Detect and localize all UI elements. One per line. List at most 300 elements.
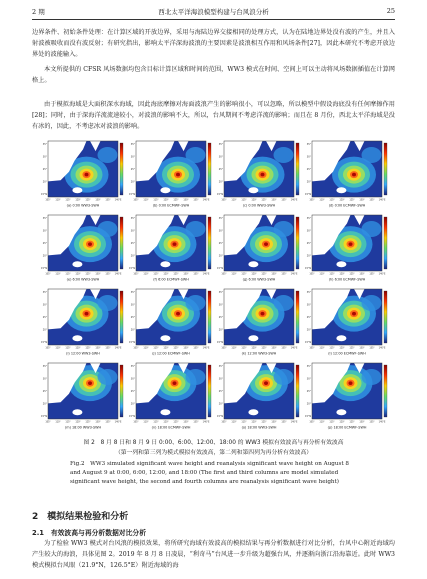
lat-tick-label: 25° [306, 242, 311, 245]
lon-tick-label: 125° [261, 346, 267, 350]
lon-tick-label: 130° [95, 346, 101, 350]
lat-tick-label: 30° [218, 377, 223, 381]
lon-tick-label: 120° [251, 198, 257, 202]
lat-tick-label: 25° [218, 168, 223, 171]
wave-map-panel [41, 363, 123, 430]
lon-tick-label: 115° [153, 346, 159, 350]
panel-label: (o) 18:00 WW3-SWH [241, 425, 277, 430]
land-mask [160, 409, 170, 415]
lat-tick-label: 15°N [304, 193, 311, 196]
wave-map-panel [217, 141, 299, 208]
land-mask [336, 335, 346, 341]
wave-height-contour [176, 312, 180, 316]
wave-height-contour [173, 381, 177, 385]
lon-tick-label: 120° [75, 198, 81, 202]
wave-height-contour [362, 221, 382, 237]
lon-tick-label: 135° [369, 420, 375, 424]
lat-tick-label: 30° [130, 377, 135, 381]
lon-tick-label: 140°E [114, 420, 122, 424]
lat-tick-label: 35° [218, 143, 223, 146]
lat-tick-label: 15°N [128, 193, 135, 196]
land-mask [248, 409, 258, 415]
lon-tick-label: 125° [349, 346, 355, 350]
lat-tick-label: 30° [306, 377, 311, 381]
panel-label: (f) 6:00 ECMWF-SWH [153, 277, 189, 282]
panel-label: (d) 0:00 ECMWF-SWH [328, 203, 366, 208]
wave-height-contour [186, 295, 206, 311]
lon-tick-label: 110° [143, 272, 149, 276]
lon-tick-label: 130° [95, 198, 101, 202]
lon-tick-label: 135° [105, 198, 111, 202]
lat-tick-label: 15°N [128, 341, 135, 344]
lat-tick-label: 25° [42, 168, 47, 171]
wave-height-contour [176, 173, 180, 177]
lon-tick-label: 125° [173, 420, 179, 424]
wave-height-contour [98, 295, 118, 311]
wave-height-contour [349, 381, 353, 385]
colorbar [120, 217, 123, 269]
lon-tick-label: 115° [153, 198, 159, 202]
lat-tick-label: 20° [306, 254, 311, 258]
lat-tick-label: 25° [306, 316, 311, 319]
wave-height-contour [186, 147, 206, 163]
colorbar [296, 365, 299, 417]
lat-tick-label: 15°N [304, 415, 311, 418]
wave-height-contour [352, 312, 356, 316]
lon-tick-label: 110° [231, 420, 237, 424]
lon-tick-label: 130° [271, 198, 277, 202]
wave-height-contour [362, 369, 382, 385]
lon-tick-label: 110° [319, 272, 325, 276]
lon-tick-label: 105° [45, 198, 51, 202]
land-mask [336, 261, 346, 267]
lat-tick-label: 20° [130, 402, 135, 406]
lon-tick-label: 140°E [290, 198, 298, 202]
panel-label: (g) 6:00 WW3-SWH [242, 277, 276, 282]
lon-tick-label: 135° [369, 346, 375, 350]
lon-tick-label: 130° [359, 420, 365, 424]
lon-tick-label: 120° [251, 272, 257, 276]
lat-tick-label: 15°N [216, 341, 223, 344]
colorbar [120, 291, 123, 343]
lon-tick-label: 125° [173, 198, 179, 202]
lat-tick-label: 35° [306, 291, 311, 294]
lon-tick-label: 105° [133, 420, 139, 424]
lon-tick-label: 115° [329, 272, 335, 276]
lat-tick-label: 30° [130, 303, 135, 307]
wave-height-contour [274, 147, 294, 163]
lon-tick-label: 110° [319, 198, 325, 202]
lat-tick-label: 25° [42, 242, 47, 245]
lon-tick-label: 125° [85, 420, 91, 424]
lon-tick-label: 110° [143, 420, 149, 424]
lat-tick-label: 20° [306, 402, 311, 406]
wave-height-contour [352, 173, 356, 177]
lat-tick-label: 35° [42, 291, 47, 294]
wave-height-contour [186, 369, 206, 385]
lat-tick-label: 35° [218, 291, 223, 294]
lon-tick-label: 125° [85, 346, 91, 350]
wave-height-contour [362, 147, 382, 163]
colorbar [208, 365, 211, 417]
lat-tick-label: 15°N [128, 267, 135, 270]
running-header [32, 7, 395, 19]
lon-tick-label: 125° [349, 420, 355, 424]
wave-height-contour [85, 173, 89, 177]
lat-tick-label: 35° [218, 217, 223, 220]
wave-map-panel [129, 289, 211, 356]
lon-tick-label: 120° [75, 420, 81, 424]
wave-height-contour [264, 242, 268, 246]
lat-tick-label: 25° [130, 316, 135, 319]
wave-map-panel [305, 289, 387, 356]
lon-tick-label: 130° [95, 420, 101, 424]
lat-tick-label: 30° [42, 377, 47, 381]
wave-map-panel [41, 141, 123, 208]
lon-tick-label: 105° [45, 346, 51, 350]
wave-map-panel [305, 363, 387, 430]
figure-caption-zh-note: （第一列和第三列为模式模拟有效波高，第二列和第四列为再分析有效波高） [114, 450, 313, 456]
wave-map-panel [41, 289, 123, 356]
header-rule [32, 19, 395, 20]
lat-tick-label: 20° [306, 328, 311, 332]
wave-height-contour [261, 173, 265, 177]
lat-tick-label: 20° [42, 402, 47, 406]
colorbar [296, 143, 299, 195]
lon-tick-label: 135° [193, 198, 199, 202]
lat-tick-label: 15°N [216, 193, 223, 196]
lon-tick-label: 125° [349, 272, 355, 276]
lon-tick-label: 105° [133, 272, 139, 276]
lon-tick-label: 120° [163, 198, 169, 202]
lon-tick-label: 105° [221, 198, 227, 202]
lon-tick-label: 130° [271, 272, 277, 276]
lon-tick-label: 120° [251, 346, 257, 350]
running-title: 西北太平洋海浪模型构建与台风浪分析 [158, 8, 269, 16]
lon-tick-label: 120° [75, 346, 81, 350]
lat-tick-label: 35° [42, 217, 47, 220]
lon-tick-label: 110° [231, 198, 237, 202]
panel-label: (l) 12:00 ECMWF-SWH [328, 351, 366, 356]
lat-tick-label: 25° [306, 390, 311, 393]
lon-tick-label: 140°E [290, 272, 298, 276]
lon-tick-label: 130° [271, 420, 277, 424]
lat-tick-label: 35° [218, 365, 223, 368]
lat-tick-label: 30° [130, 155, 135, 159]
wave-height-contour [349, 242, 353, 246]
lat-tick-label: 30° [306, 303, 311, 307]
panel-label: (c) 0:00 WW3-SWH [242, 203, 276, 208]
lon-tick-label: 135° [369, 198, 375, 202]
lon-tick-label: 140°E [378, 420, 386, 424]
lat-tick-label: 15°N [40, 193, 47, 196]
colorbar [384, 291, 387, 343]
colorbar [208, 143, 211, 195]
paragraph-cfsr-wind: 本文所提供的 CFSR 风场数据均包含目标计算区域和时间的范围，WW3 模式在时间、空间上可以主动将风场数据插值在计算网格上。 [32, 66, 395, 84]
figure-caption-zh: 图 2 8 月 8 日和 8 月 9 日 0:00、6:00、12:00、18:00 的 WW3 模拟有效波高与再分析有效波高 [83, 440, 344, 446]
lon-tick-label: 110° [143, 346, 149, 350]
lon-tick-label: 110° [55, 272, 61, 276]
lon-tick-label: 105° [221, 420, 227, 424]
lat-tick-label: 20° [42, 254, 47, 258]
colorbar [296, 291, 299, 343]
lon-tick-label: 105° [45, 420, 51, 424]
lon-tick-label: 135° [281, 420, 287, 424]
wave-map-panel [41, 215, 123, 282]
lon-tick-label: 110° [319, 420, 325, 424]
lat-tick-label: 20° [42, 180, 47, 184]
lon-tick-label: 135° [281, 272, 287, 276]
lon-tick-label: 130° [183, 420, 189, 424]
lat-tick-label: 30° [42, 155, 47, 159]
wave-map-panel [217, 215, 299, 282]
lon-tick-label: 105° [309, 420, 315, 424]
lat-tick-label: 35° [130, 291, 135, 294]
lon-tick-label: 140°E [114, 272, 122, 276]
lon-tick-label: 125° [261, 272, 267, 276]
lon-tick-label: 125° [173, 272, 179, 276]
paragraph-validation: 为了检验 WW3 模式对台风浪的模拟效果，将所研究海域有效波高的模拟结果与再分析数据进行对比分析，台风中心附近海域均产生较大的海浪，具体见图 2。2019 年 8 月 8 日凌晨，“利奇马”台风进一步升级为超强台风，并逐渐向浙江沿海靠近。此时 WW3 模式模拟台风眼（21.9°N，126.5°E）附近海域的海 [32, 540, 395, 569]
colorbar [384, 365, 387, 417]
panel-label: (i) 12:00 WW3-SWH [66, 351, 100, 356]
section-heading-2: 2 模拟结果检验和分析 [32, 512, 129, 522]
land-mask [336, 187, 346, 193]
lon-tick-label: 120° [339, 272, 345, 276]
lon-tick-label: 105° [221, 346, 227, 350]
land-mask [160, 261, 170, 267]
land-mask [72, 409, 82, 415]
lon-tick-label: 135° [105, 346, 111, 350]
panel-label: (j) 12:00 ECMWF-SWH [152, 351, 190, 356]
lat-tick-label: 25° [42, 316, 47, 319]
wave-height-contour [88, 242, 92, 246]
lon-tick-label: 135° [281, 198, 287, 202]
lat-tick-label: 30° [218, 229, 223, 233]
lon-tick-label: 120° [163, 420, 169, 424]
lat-tick-label: 35° [306, 217, 311, 220]
wave-height-contour [173, 242, 177, 246]
colorbar [208, 217, 211, 269]
wave-height-contour [98, 221, 118, 237]
lon-tick-label: 120° [163, 346, 169, 350]
wave-height-contour [85, 312, 89, 316]
lon-tick-label: 105° [309, 346, 315, 350]
lon-tick-label: 115° [329, 420, 335, 424]
lon-tick-label: 140°E [290, 420, 298, 424]
lat-tick-label: 25° [42, 390, 47, 393]
wave-height-contour [274, 369, 294, 385]
colorbar [384, 143, 387, 195]
lon-tick-label: 105° [45, 272, 51, 276]
lon-tick-label: 115° [241, 272, 247, 276]
lon-tick-label: 140°E [378, 346, 386, 350]
land-mask [160, 335, 170, 341]
lon-tick-label: 140°E [114, 198, 122, 202]
wave-map-panel [305, 215, 387, 282]
lat-tick-label: 30° [306, 229, 311, 233]
lat-tick-label: 25° [130, 390, 135, 393]
lat-tick-label: 20° [218, 180, 223, 184]
lat-tick-label: 25° [130, 168, 135, 171]
lat-tick-label: 20° [306, 180, 311, 184]
land-mask [248, 261, 258, 267]
paragraph-deep-water: 由于模拟海域是大面积深水海域，因此海底摩擦对海面波浪产生的影响很小，可以忽略，所以模型中假设海底没有任何摩擦作用[28]；同时，由于深海洋流流速较小，对波浪的影响不大，所以，台风期间不考虑洋流的影响；而且在 8 月份，西北太平洋海域是没有冰的，因此，不考虑冰对波浪的影响。 [32, 101, 395, 130]
subsection-heading-2-1: 2.1 有效波高与再分析数据对比分析 [32, 529, 146, 537]
lon-tick-label: 140°E [378, 198, 386, 202]
lon-tick-label: 135° [369, 272, 375, 276]
colorbar [120, 143, 123, 195]
panel-label: (p) 18:00 ECMWF-SWH [327, 425, 367, 430]
lon-tick-label: 115° [65, 346, 71, 350]
wave-height-contour [98, 369, 118, 385]
lon-tick-label: 110° [143, 198, 149, 202]
lon-tick-label: 135° [193, 272, 199, 276]
colorbar [384, 217, 387, 269]
panel-label: (b) 0:00 ECMWF-SWH [152, 203, 190, 208]
lon-tick-label: 105° [309, 272, 315, 276]
lon-tick-label: 140°E [202, 420, 210, 424]
land-mask [248, 187, 258, 193]
lon-tick-label: 135° [281, 346, 287, 350]
lon-tick-label: 110° [55, 420, 61, 424]
lon-tick-label: 140°E [290, 346, 298, 350]
lon-tick-label: 135° [105, 420, 111, 424]
lon-tick-label: 115° [65, 420, 71, 424]
lat-tick-label: 20° [130, 254, 135, 258]
wave-height-contour [261, 312, 265, 316]
lat-tick-label: 30° [42, 229, 47, 233]
lat-tick-label: 25° [130, 242, 135, 245]
lon-tick-label: 125° [85, 272, 91, 276]
lat-tick-label: 35° [306, 365, 311, 368]
lat-tick-label: 20° [218, 254, 223, 258]
lat-tick-label: 35° [130, 217, 135, 220]
lon-tick-label: 115° [329, 346, 335, 350]
lon-tick-label: 120° [339, 346, 345, 350]
land-mask [72, 187, 82, 193]
lon-tick-label: 105° [133, 198, 139, 202]
wave-map-panel [129, 363, 211, 430]
lon-tick-label: 125° [261, 198, 267, 202]
lon-tick-label: 140°E [202, 272, 210, 276]
panel-label: (m) 18:00 WW3-SWH [64, 425, 102, 430]
panel-label: (a) 0:00 WW3-SWH [66, 203, 100, 208]
wave-map-panel [129, 215, 211, 282]
panel-label: (e) 6:00 WW3-SWH [66, 277, 100, 282]
page-number: 25 [386, 7, 395, 15]
lon-tick-label: 130° [359, 198, 365, 202]
wave-height-contour [186, 221, 206, 237]
lon-tick-label: 120° [339, 198, 345, 202]
lon-tick-label: 110° [55, 346, 61, 350]
land-mask [72, 335, 82, 341]
figure-caption-en: Fig.2 WW3 simulated significant wave height and reanalysis significant wave height on August 8 and August 9 at 0:00, 6:00, 12:00, and 18:00 (The first and third columns are model simulated significant wave height, the second and fourth columns are reanalysis significant wave height) [70, 461, 349, 485]
lon-tick-label: 125° [85, 198, 91, 202]
lon-tick-label: 125° [349, 198, 355, 202]
land-mask [336, 409, 346, 415]
lat-tick-label: 15°N [40, 341, 47, 344]
panel-label: (n) 18:00 ECMWF-SWH [151, 425, 191, 430]
lon-tick-label: 120° [163, 272, 169, 276]
lon-tick-label: 125° [173, 346, 179, 350]
figure-2-wave-height-panels [40, 139, 390, 437]
wave-height-contour [88, 381, 92, 385]
lat-tick-label: 30° [218, 155, 223, 159]
lon-tick-label: 115° [153, 420, 159, 424]
lon-tick-label: 130° [183, 198, 189, 202]
lon-tick-label: 135° [193, 346, 199, 350]
wave-height-contour [274, 221, 294, 237]
land-mask [248, 335, 258, 341]
lon-tick-label: 115° [241, 346, 247, 350]
wave-map-panel [305, 141, 387, 208]
lon-tick-label: 130° [359, 346, 365, 350]
wave-map-panel [129, 141, 211, 208]
lat-tick-label: 20° [130, 328, 135, 332]
wave-height-contour [264, 381, 268, 385]
lon-tick-label: 115° [153, 272, 159, 276]
lat-tick-label: 35° [130, 365, 135, 368]
lat-tick-label: 15°N [304, 341, 311, 344]
issue-number: 2 期 [32, 8, 45, 16]
colorbar [208, 291, 211, 343]
lat-tick-label: 20° [42, 328, 47, 332]
lon-tick-label: 125° [261, 420, 267, 424]
lat-tick-label: 25° [218, 316, 223, 319]
lon-tick-label: 130° [359, 272, 365, 276]
lat-tick-label: 30° [218, 303, 223, 307]
lat-tick-label: 20° [218, 402, 223, 406]
lon-tick-label: 135° [193, 420, 199, 424]
lon-tick-label: 115° [329, 198, 335, 202]
wave-height-contour [274, 295, 294, 311]
panel-label: (k) 12:00 WW3-SWH [241, 351, 277, 356]
lat-tick-label: 15°N [128, 415, 135, 418]
wave-height-contour [98, 147, 118, 163]
lon-tick-label: 120° [75, 272, 81, 276]
lat-tick-label: 35° [306, 143, 311, 146]
panel-label: (h) 6:00 ECMWF-SWH [328, 277, 366, 282]
lon-tick-label: 140°E [114, 346, 122, 350]
lon-tick-label: 105° [133, 346, 139, 350]
colorbar [120, 365, 123, 417]
lon-tick-label: 115° [65, 272, 71, 276]
paragraph-boundary-conditions: 边界条件、初始条件处理：在计算区域的开放边界，采用与海陆边界交接相同的处理方式，认为在陆地边界处没有波的产生，并且入射波被吸收而没有波反射；有研究指出，影响太平洋深海波浪的主要因素是波浪相互作用和风场条件[27]，因此本研究不考虑开放边界处的波能输入。 [32, 29, 395, 58]
lon-tick-label: 140°E [202, 198, 210, 202]
lat-tick-label: 25° [218, 390, 223, 393]
wave-height-contour [362, 295, 382, 311]
lat-tick-label: 35° [130, 143, 135, 146]
lon-tick-label: 105° [221, 272, 227, 276]
lat-tick-label: 25° [218, 242, 223, 245]
lon-tick-label: 115° [241, 420, 247, 424]
lon-tick-label: 110° [231, 272, 237, 276]
lon-tick-label: 105° [309, 198, 315, 202]
lon-tick-label: 140°E [378, 272, 386, 276]
lat-tick-label: 35° [42, 365, 47, 368]
lat-tick-label: 25° [306, 168, 311, 171]
wave-map-panel [217, 289, 299, 356]
lat-tick-label: 35° [42, 143, 47, 146]
lon-tick-label: 130° [95, 272, 101, 276]
land-mask [72, 261, 82, 267]
lat-tick-label: 30° [42, 303, 47, 307]
lon-tick-label: 120° [339, 420, 345, 424]
lon-tick-label: 115° [65, 198, 71, 202]
lon-tick-label: 130° [183, 346, 189, 350]
land-mask [160, 187, 170, 193]
lat-tick-label: 20° [130, 180, 135, 184]
